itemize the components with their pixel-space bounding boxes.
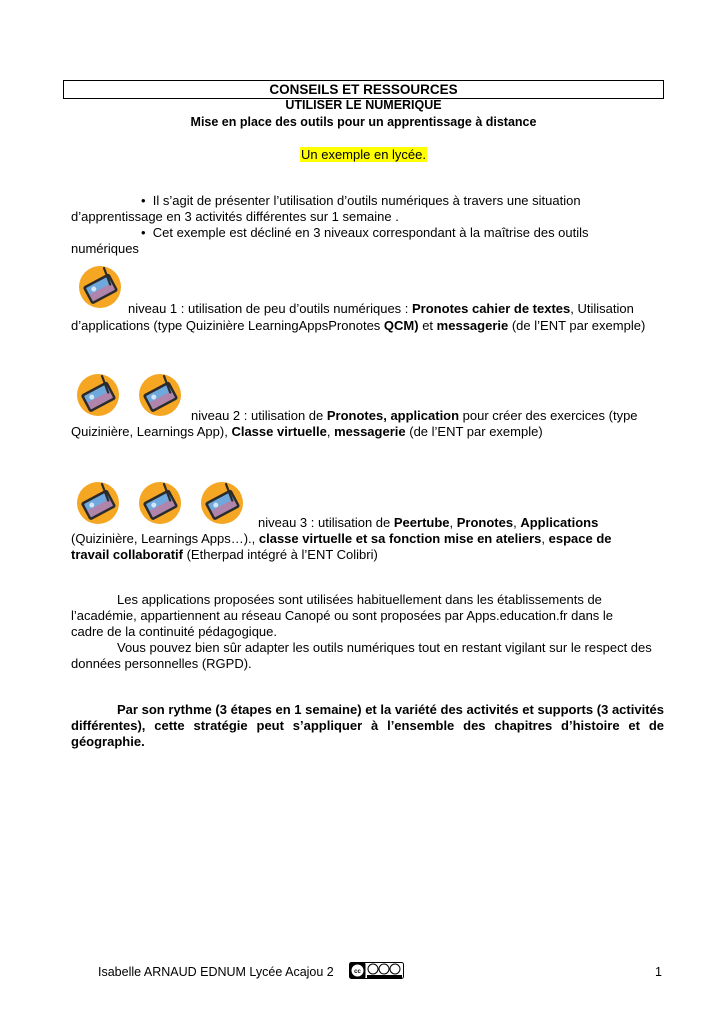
tablet-stylus-icon — [74, 478, 122, 526]
bullet-item: • Cet exemple est décliné en 3 niveaux correspondant à la maîtrise des outils — [141, 225, 589, 240]
paragraph-line: données personnelles (RGPD). — [71, 656, 252, 671]
page-number: 1 — [655, 965, 662, 979]
footer-author: Isabelle ARNAUD EDNUM Lycée Acajou 2 — [98, 965, 334, 979]
level-2-line: Quizinière, Learnings App), Classe virtuelle, messagerie (de l’ENT par exemple) — [71, 424, 543, 439]
level-1-line: d’applications (type Quizinière LearningAppsPronotes QCM) et messagerie (de l’ENT par exemple) — [71, 318, 646, 333]
paragraph-line: cadre de la continuité pédagogique. — [71, 624, 277, 639]
bullet-item-continued: d’apprentissage en 3 activités différentes sur 1 semaine . — [71, 209, 399, 224]
level-3-line: niveau 3 : utilisation de Peertube, Pronotes, Applications — [258, 515, 599, 530]
level-3-line: travail collaboratif (Etherpad intégré à l’ENT Colibri) — [71, 547, 378, 562]
level-3-line: (Quizinière, Learnings Apps…)., classe virtuelle et sa fonction mise en ateliers, espace de — [71, 531, 612, 546]
tablet-stylus-icon — [136, 370, 184, 418]
conclusion-paragraph: Par son rythme (3 étapes en 1 semaine) et la variété des activités et supports (3 activités différentes), cette stratégie peut s’appliquer à l’ensemble des chapitres d’histoire et de géographie. — [71, 702, 664, 749]
bullet-item-continued: numériques — [71, 241, 139, 256]
tablet-stylus-icon — [74, 370, 122, 418]
bullet-item: • Il s’agit de présenter l’utilisation d’outils numériques à travers une situation — [141, 193, 581, 208]
tablet-stylus-icon — [198, 478, 246, 526]
paragraph-line: Vous pouvez bien sûr adapter les outils numériques tout en restant vigilant sur le respect des — [117, 640, 652, 655]
page-subtitle: UTILISER LE NUMERIQUE — [285, 98, 442, 112]
level-2-line: niveau 2 : utilisation de Pronotes, application pour créer des exercices (type — [191, 408, 638, 423]
svg-text:cc: cc — [354, 969, 361, 975]
level-1-line: niveau 1 : utilisation de peu d’outils numériques : Pronotes cahier de textes, Utilisation — [128, 301, 634, 316]
highlighted-note: Un exemple en lycée. — [300, 147, 426, 162]
tablet-stylus-icon — [136, 478, 184, 526]
paragraph-line: l’académie, appartiennent au réseau Canopé ou sont proposées par Apps.education.fr dans le — [71, 608, 614, 623]
paragraph-line: Les applications proposées sont utilisées habituellement dans les établissements de — [117, 592, 602, 607]
tablet-stylus-icon — [76, 262, 124, 310]
page-description: Mise en place des outils pour un apprentissage à distance — [190, 115, 537, 129]
creative-commons-by-nc-sa-icon — [349, 962, 404, 979]
section-title: CONSEILS ET RESSOURCES — [63, 80, 664, 99]
